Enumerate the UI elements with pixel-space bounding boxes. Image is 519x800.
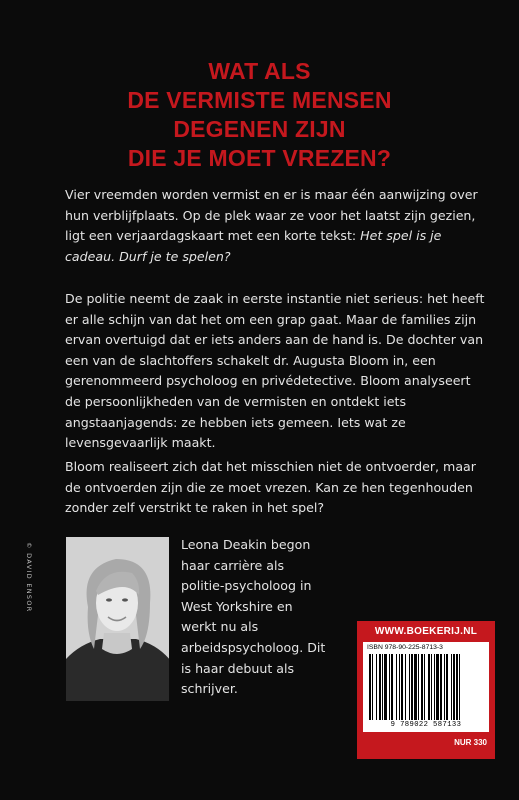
barcode-panel bbox=[357, 621, 495, 759]
isbn-text: ISBN 978-90-225-8713-3 bbox=[367, 644, 443, 651]
barcode-bar bbox=[391, 654, 393, 720]
headline-line-3: DEGENEN ZIJN bbox=[173, 116, 346, 142]
barcode-bar bbox=[382, 654, 383, 720]
barcode-bar bbox=[369, 654, 371, 720]
blurb-paragraph-1-quote: Het spel is je cadeau. Durf je te spelen? bbox=[65, 228, 442, 264]
photo-credit-text: © DAVID ENSOR bbox=[25, 542, 33, 613]
barcode-image bbox=[369, 654, 483, 720]
author-portrait-image bbox=[66, 537, 169, 701]
headline-line-1: WAT ALS bbox=[208, 58, 311, 84]
blurb-paragraph-2-text: De politie neemt de zaak in eerste instantie niet serieus: het heeft er alle schijn van dat het om een grap gaat. Maar de families zijn ervan overtuigd dat er iets anders aan de hand is. De dochter van een van de slachtoffers schakelt dr. Augusta Bloom in, een gerenommeerd psycholoog en privédetective. Bloom analyseert de persoonlijkheden van de vermisten en ontdekt iets angstaanjagends: ze hebben iets gemeen. Iets wat ze levensgevaarlijk maakt. bbox=[65, 291, 485, 451]
photo-credit bbox=[23, 542, 35, 672]
barcode-bar bbox=[401, 654, 403, 720]
barcode-bar bbox=[414, 654, 417, 720]
barcode-bar bbox=[421, 654, 423, 720]
barcode-bar bbox=[405, 654, 406, 720]
barcode-bar bbox=[444, 654, 445, 720]
barcode-bar bbox=[384, 654, 387, 720]
barcode-bar bbox=[376, 654, 377, 720]
nur-code: NUR 330 bbox=[454, 738, 487, 747]
barcode-bar bbox=[409, 654, 410, 720]
barcode-bar bbox=[396, 654, 397, 720]
barcode-bar bbox=[434, 654, 435, 720]
publisher-website: WWW.BOEKERIJ.NL bbox=[374, 626, 478, 637]
barcode-bar bbox=[389, 654, 390, 720]
barcode-bar bbox=[446, 654, 448, 720]
barcode-bar bbox=[418, 654, 419, 720]
barcode-bar bbox=[440, 654, 442, 720]
blurb-paragraph-1 bbox=[65, 185, 485, 267]
barcode-bar bbox=[379, 654, 381, 720]
barcode-number: 9 789022 587133 bbox=[390, 721, 462, 729]
barcode-bar bbox=[428, 654, 430, 720]
barcode-bar bbox=[399, 654, 400, 720]
headline-line-2: DE VERMISTE MENSEN bbox=[127, 87, 392, 113]
author-photo bbox=[66, 537, 169, 701]
author-bio-text: Leona Deakin begon haar carrière als politie-psycholoog in West Yorkshire en werkt nu als arbeidspsycholoog. Dit is haar debuut als schrijver. bbox=[181, 537, 326, 697]
blurb-paragraph-1-text: Vier vreemden worden vermist en er is maar één aanwijzing over hun verblijfplaats. Op de plek waar ze voor het laatst zijn gezien, ligt een verjaardagskaart met een korte tekst: bbox=[65, 187, 478, 244]
headline bbox=[0, 57, 519, 173]
barcode-bar bbox=[459, 654, 460, 720]
barcode-bar bbox=[411, 654, 413, 720]
headline-line-4: DIE JE MOET VREZEN? bbox=[127, 145, 392, 171]
blurb-paragraph-2 bbox=[65, 289, 485, 454]
blurb-paragraph-3 bbox=[65, 457, 485, 519]
barcode-bar bbox=[372, 654, 373, 720]
barcode-bar bbox=[424, 654, 425, 720]
barcode-bar bbox=[436, 654, 439, 720]
barcode-bar bbox=[451, 654, 452, 720]
barcode-bar bbox=[431, 654, 432, 720]
barcode-bar bbox=[456, 654, 458, 720]
barcode-bar bbox=[453, 654, 455, 720]
barcode-label bbox=[363, 642, 489, 732]
blurb-paragraph-3-text: Bloom realiseert zich dat het misschien niet de ontvoerder, maar de ontvoerden zijn die ze moet vrezen. Kan ze hen tegenhouden zonder zelf verstrikt te raken in het spel? bbox=[65, 459, 476, 516]
author-bio bbox=[181, 535, 331, 700]
